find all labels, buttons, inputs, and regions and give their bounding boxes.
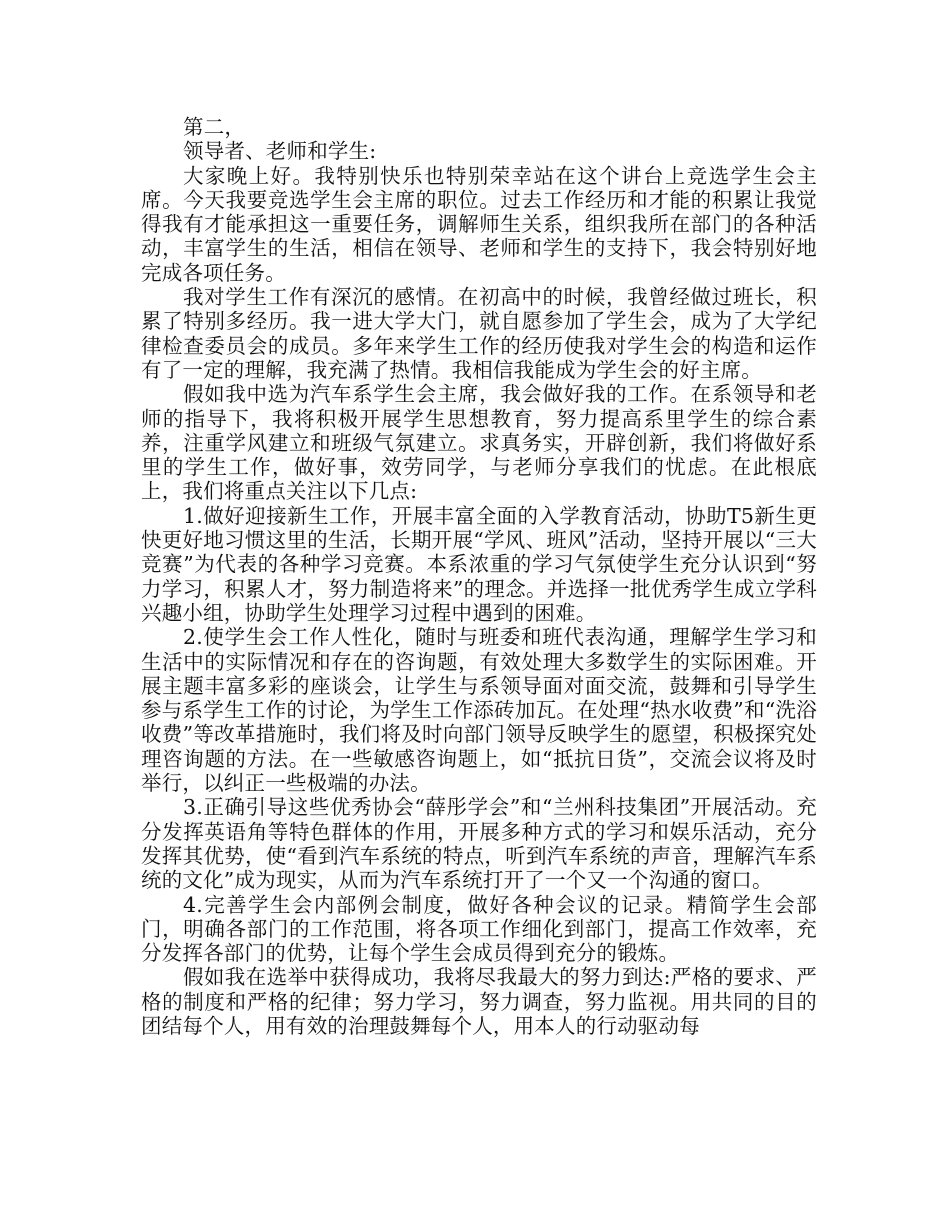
salutation: 领导者、老师和学生: [183, 139, 377, 164]
paragraph-point-2: 2.使学生会工作人性化，随时与班委和班代表沟通，理解学生学习和生活中的实际情况和存在的咨询题，有效处理大多数学生的实际困难。开展主题丰富多彩的座谈会，让学生与系领导面对面交流，鼓舞和引导学生参与系学生工作的讨论，为学生工作添砖加瓦。在处理“热水收费”和“洗浴收费”等改革措施时，我们将及时向部门领导反映学生的愿望，积极探究处理咨询题的方法。在一些敏感咨询题上，如“抵抗日货”，交流会议将及时举行，以纠正一些极端的办法。 [141, 625, 817, 796]
paragraph-closing: 假如我在选举中获得成功，我将尽我最大的努力到达:严格的要求、严格的制度和严格的纪律；努力学习，努力调查，努力监视。用共同的目的团结每个人，用有效的治理鼓舞每个人，用本人的行动驱动每 [141, 965, 817, 1038]
document-heading: 第二， [183, 115, 246, 139]
paragraph-point-3: 3.正确引导这些优秀协会“薛彤学会”和“兰州科技集团”开展活动。充分发挥英语角等特色群体的作用，开展多种方式的学习和娱乐活动，充分发挥其优势，使“看到汽车系统的特点，听到汽车系统的声音，理解汽车系统的文化”成为现实，从而为汽车系统打开了一个又一个沟通的窗口。 [141, 795, 817, 893]
paragraph-point-4: 4.完善学生会内部例会制度，做好各种会议的记录。精简学生会部门，明确各部门的工作范围，将各项工作细化到部门，提高工作效率，充分发挥各部门的优势，让每个学生会成员得到充分的锻炼。 [141, 892, 817, 966]
document-page [141, 115, 817, 1038]
paragraph-greeting: 大家晚上好。我特别快乐也特别荣幸站在这个讲台上竞选学生会主席。今天我要竞选学生会主席的职位。过去工作经历和才能的积累让我觉得我有才能承担这一重要任务，调解师生关系，组织我所在部门的各种活动，丰富学生的生活，相信在领导、老师和学生的支持下，我会特别好地完成各项任务。 [141, 163, 817, 285]
paragraph-experience: 我对学生工作有深沉的感情。在初高中的时候，我曾经做过班长，积累了特别多经历。我一进大学大门，就自愿参加了学生会，成为了大学纪律检查委员会的成员。多年来学生工作的经历使我对学生会的构造和运作有了一定的理解，我充满了热情。我相信我能成为学生会的好主席。 [141, 285, 817, 382]
paragraph-point-1: 1.做好迎接新生工作，开展丰富全面的入学教育活动，协助T5新生更快更好地习惯这里的生活，长期开展“学风、班风”活动，坚持开展以“三大竞赛”为代表的各种学习竞赛。本系浓重的学习气氛使学生充分认识到“努力学习，积累人才，努力制造将来”的理念。并选择一批优秀学生成立学科兴趣小组，协助学生处理学习过程中遇到的困难。 [141, 503, 817, 625]
paragraph-plan-intro: 假如我中选为汽车系学生会主席，我会做好我的工作。在系领导和老师的指导下，我将积极开展学生思想教育，努力提高系里学生的综合素养，注重学风建立和班级气氛建立。求真务实，开辟创新，我们将做好系里的学生工作，做好事，效劳同学，与老师分享我们的忧虑。在此根底上，我们将重点关注以下几点: [141, 382, 817, 504]
